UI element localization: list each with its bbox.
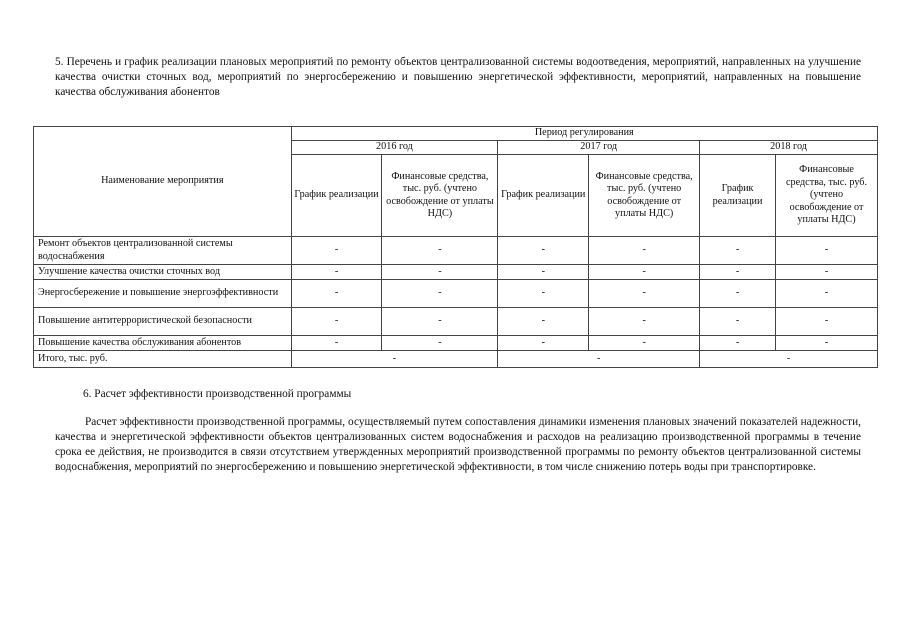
cell-value: - (700, 336, 776, 351)
cell-value: - (700, 265, 776, 280)
table-row (34, 280, 878, 308)
cell-value: - (382, 280, 498, 308)
subheader-finance: Финансовые средства, тыс. руб. (учтено освобождение от уплаты НДС) (589, 155, 700, 237)
header-period: Период регулирования (291, 127, 877, 141)
cell-value: - (498, 265, 589, 280)
row-name: Повышение антитеррористической безопасности (34, 308, 292, 336)
cell-value: - (589, 336, 700, 351)
row-name: Ремонт объектов централизованной системы водоснабжения (34, 237, 292, 265)
cell-value: - (382, 237, 498, 265)
cell-value: - (776, 237, 878, 265)
cell-value: - (589, 237, 700, 265)
subheader-finance: Финансовые средства, тыс. руб. (учтено освобождение от уплаты НДС) (776, 155, 878, 237)
cell-value: - (291, 308, 382, 336)
plan-table (33, 126, 878, 368)
cell-value: - (382, 265, 498, 280)
table-row (34, 336, 878, 351)
subheader-schedule: График реализации (700, 155, 776, 237)
year-header: 2016 год (291, 141, 498, 155)
cell-value: - (700, 237, 776, 265)
row-name: Энергосбережение и повышение энергоэффективности (34, 280, 292, 308)
section-6-heading: 6. Расчет эффективности производственной программы (83, 388, 352, 400)
subheader-schedule: График реализации (291, 155, 382, 237)
cell-value: - (589, 308, 700, 336)
cell-value: - (589, 265, 700, 280)
year-header: 2018 год (700, 141, 878, 155)
total-name: Итого, тыс. руб. (34, 351, 292, 368)
cell-value: - (776, 308, 878, 336)
section-5-paragraph: 5. Перечень и график реализации плановых мероприятий по ремонту объектов централизованной системы водоотведения, мероприятий, направленных на улучшение качества очистки сточных вод, мероприятий по энергосбережению и повышению энергетической эффективности, мероприятий, направленных на повышение качества обслуживания абонентов (55, 56, 861, 98)
section-6-paragraph: Расчет эффективности производственной программы, осуществляемый путем сопоставления динамики изменения плановых значений показателей надежности, качества и энергетической эффективности объектов централизованных систем водоснабжения и расходов на реализацию производственной программы в течение срока ее действия, не производится в связи отсутствием утвержденных мероприятий производственной программы по ремонту объектов централизованной системы водоснабжения, мероприятий по энергосбережению и повышению энергетической эффективности, в том числе снижению потерь воды при транспортировке. (55, 416, 861, 473)
total-value: - (498, 351, 700, 368)
table-row (34, 308, 878, 336)
row-name: Повышение качества обслуживания абонентов (34, 336, 292, 351)
cell-value: - (700, 308, 776, 336)
cell-value: - (776, 280, 878, 308)
cell-value: - (498, 336, 589, 351)
cell-value: - (291, 280, 382, 308)
cell-value: - (498, 280, 589, 308)
cell-value: - (291, 336, 382, 351)
year-header: 2017 год (498, 141, 700, 155)
cell-value: - (291, 265, 382, 280)
cell-value: - (589, 280, 700, 308)
total-value: - (700, 351, 878, 368)
cell-value: - (382, 336, 498, 351)
cell-value: - (382, 308, 498, 336)
table-header-row (34, 127, 878, 141)
subheader-schedule: График реализации (498, 155, 589, 237)
row-name: Улучшение качества очистки сточных вод (34, 265, 292, 280)
table-row (34, 265, 878, 280)
cell-value: - (776, 265, 878, 280)
subheader-finance: Финансовые средства, тыс. руб. (учтено освобождение от уплаты НДС) (382, 155, 498, 237)
total-value: - (291, 351, 498, 368)
header-name: Наименование мероприятия (34, 127, 292, 237)
cell-value: - (498, 237, 589, 265)
cell-value: - (498, 308, 589, 336)
table-row (34, 237, 878, 265)
table-total-row (34, 351, 878, 368)
cell-value: - (700, 280, 776, 308)
cell-value: - (776, 336, 878, 351)
cell-value: - (291, 237, 382, 265)
